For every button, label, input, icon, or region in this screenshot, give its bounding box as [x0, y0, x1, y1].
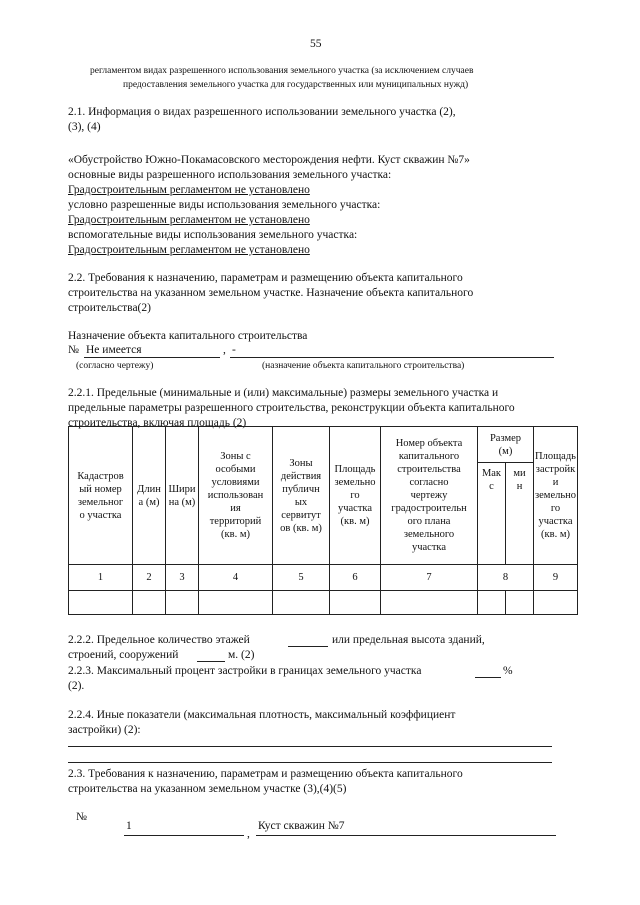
- section-2-1-line-1: 2.1. Информация о видах разрешенного использовании земельного участка (2),: [68, 106, 456, 118]
- table-cell: [478, 591, 506, 615]
- section-2-3-line-2: строительства на указанном земельном участке (3),(4)(5): [68, 783, 347, 795]
- table-cell: [199, 591, 273, 615]
- header-line-2: предоставления земельного участка для государственных или муниципальных нужд): [123, 80, 469, 90]
- height-underline: [197, 661, 225, 662]
- table-cell: [506, 591, 534, 615]
- bottom-number-value: 1: [126, 820, 132, 832]
- table-header-row-1: [69, 427, 578, 463]
- section-2-3-line-1: 2.3. Требования к назначению, параметрам и размещению объекта капитального: [68, 768, 463, 780]
- main-uses-label: основные виды разрешенного использования земельного участка:: [68, 169, 392, 181]
- percent-underline: [475, 677, 501, 678]
- header-size: Размер (м): [478, 427, 534, 463]
- section-2-2-line-3: строительства(2): [68, 302, 151, 314]
- section-2-2-1-line-3: строительства, включая площадь (2): [68, 417, 247, 429]
- section-2-2-2-line-2a: строений, сооружений: [68, 649, 179, 661]
- object-name: «Обустройство Южно-Покамасовского месторождения нефти. Куст скважин №7»: [68, 154, 470, 166]
- header-size-max: Мак с: [478, 463, 506, 565]
- header-line-1: регламентом видах разрешенного использования земельного участка (за исключением случаев: [90, 66, 474, 76]
- header-land-area: Площадь земельно го участка (кв. м): [330, 427, 381, 565]
- table-cell: [69, 591, 133, 615]
- purpose-number-prefix: №: [68, 344, 79, 356]
- col-number: 2: [133, 565, 166, 591]
- header-cadastral-number: Кадастров ый номер земельног о участка: [69, 427, 133, 565]
- purpose-value-underline: [230, 357, 554, 358]
- other-indicators-line-2: [68, 762, 552, 763]
- bottom-name-underline: [256, 835, 556, 836]
- section-2-2-3-line-2: (2).: [68, 680, 85, 692]
- col-number: 8: [478, 565, 534, 591]
- bottom-name-value: Куст скважин №7: [258, 820, 345, 832]
- conditional-uses-label: условно разрешенные виды использования земельного участка:: [68, 199, 381, 211]
- section-2-2-2-part-b: или предельная высота зданий,: [332, 634, 485, 646]
- section-2-2-2-line-2b: м. (2): [228, 649, 255, 661]
- section-2-2-3-part-a: 2.2.3. Максимальный процент застройки в границах земельного участка: [68, 665, 422, 677]
- other-indicators-line-1: [68, 746, 552, 747]
- page-number: 55: [310, 38, 322, 50]
- purpose-heading: Назначение объекта капитального строительства: [68, 330, 308, 342]
- section-2-2-1-line-1: 2.2.1. Предельные (минимальные и (или) максимальные) размеры земельного участка и: [68, 387, 499, 399]
- table-cell: [534, 591, 578, 615]
- floors-underline: [288, 646, 328, 647]
- table-cell: [133, 591, 166, 615]
- col-number: 9: [534, 565, 578, 591]
- col-number: 5: [273, 565, 330, 591]
- section-2-2-line-1: 2.2. Требования к назначению, параметрам и размещению объекта капитального: [68, 272, 463, 284]
- purpose-number-underline: [84, 357, 220, 358]
- table-cell: [166, 591, 199, 615]
- bottom-number-prefix: №: [76, 811, 87, 823]
- section-2-2-4-line-2: застройки) (2):: [68, 724, 141, 736]
- section-2-2-3-percent: %: [503, 665, 513, 677]
- main-uses-value: Градостроительным регламентом не установлено: [68, 184, 310, 196]
- parameters-table: [68, 426, 578, 615]
- table-cell: [330, 591, 381, 615]
- header-size-min: ми н: [506, 463, 534, 565]
- header-special-zones: Зоны с особыми условиями использован ия территорий (кв. м): [199, 427, 273, 565]
- col-number: 6: [330, 565, 381, 591]
- auxiliary-uses-label: вспомогательные виды использования земельного участка:: [68, 229, 358, 241]
- col-number: 4: [199, 565, 273, 591]
- header-object-number: Номер объекта капитального строительства согласно чертежу градостроительн ого плана земельного участка: [381, 427, 478, 565]
- col-number: 7: [381, 565, 478, 591]
- purpose-separator: ,: [223, 344, 226, 356]
- section-2-2-2-part-a: 2.2.2. Предельное количество этажей: [68, 634, 250, 646]
- header-width: Шири на (м): [166, 427, 199, 565]
- table-cell: [381, 591, 478, 615]
- section-2-2-4-line-1: 2.2.4. Иные показатели (максимальная плотность, максимальный коэффициент: [68, 709, 456, 721]
- section-2-2-1-line-2: предельные параметры разрешенного строительства, реконструкции объекта капитального: [68, 402, 515, 414]
- col-number: 1: [69, 565, 133, 591]
- conditional-uses-value: Градостроительным регламентом не установлено: [68, 214, 310, 226]
- section-2-2-line-2: строительства на указанном земельном участке. Назначение объекта капитального: [68, 287, 474, 299]
- header-servitude-zones: Зоны действия публичн ых сервитут ов (кв. м): [273, 427, 330, 565]
- auxiliary-uses-value: Градостроительным регламентом не установлено: [68, 244, 310, 256]
- purpose-value: -: [232, 344, 236, 356]
- table-cell: [273, 591, 330, 615]
- section-2-1-line-2: (3), (4): [68, 121, 101, 133]
- bottom-separator: ,: [247, 828, 250, 840]
- header-built-area: Площадь застройк и земельно го участка (кв. м): [534, 427, 578, 565]
- col-number: 3: [166, 565, 199, 591]
- purpose-number-value: Не имеется: [86, 344, 142, 356]
- purpose-caption-left: (согласно чертежу): [76, 361, 154, 371]
- table-empty-row: [69, 591, 578, 615]
- header-length: Длин а (м): [133, 427, 166, 565]
- purpose-caption-right: (назначение объекта капитального строительства): [262, 361, 465, 371]
- table-number-row: [69, 565, 578, 591]
- bottom-number-underline: [124, 835, 244, 836]
